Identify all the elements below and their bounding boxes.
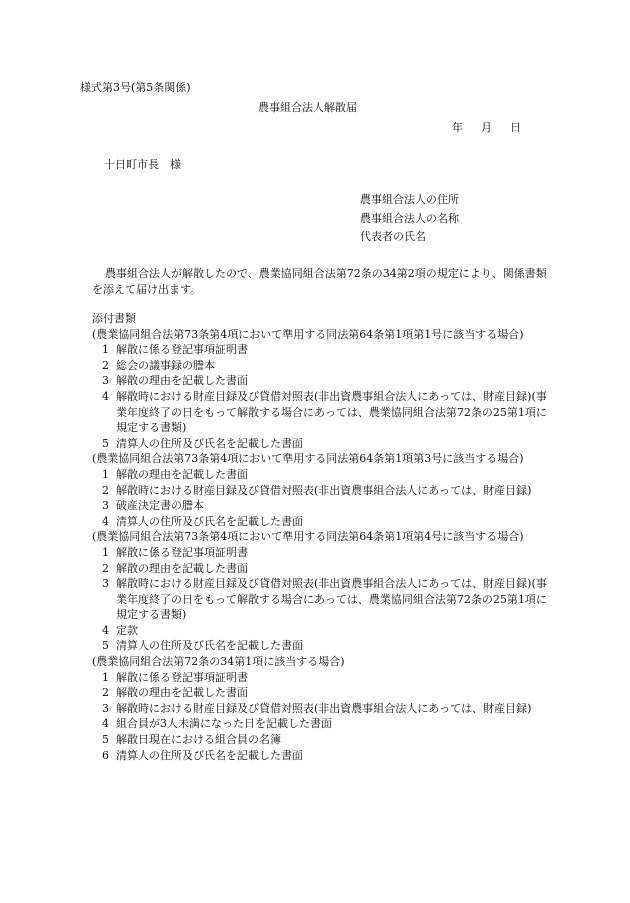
attachment-item-number: 1 [102, 545, 109, 559]
addressee: 十日町市長 様 [104, 158, 181, 171]
attachment-item [92, 701, 562, 717]
attachment-item-text: 解散に係る登記事項証明書 [116, 545, 248, 559]
attachment-item-number: 4 [102, 717, 109, 731]
attachment-item-text: 解散に係る登記事項証明書 [116, 343, 248, 357]
attachment-item [92, 373, 562, 389]
attachment-item-text: 総会の議事録の謄本 [116, 358, 215, 372]
attachment-item-text: 解散時における財産目録及び貸借対照表(非出資農事組合法人にあっては、財産目録)(事業年度終了の日をもって解散する場合にあっては、農業協同組合法第72条の25第1項に規定する書類) [116, 577, 547, 622]
attachment-item-number: 3 [102, 499, 109, 513]
attachment-item [92, 467, 562, 483]
attachment-item [92, 685, 562, 701]
body-text: 農事組合法人が解散したので、農業協同組合法第72条の34第2項の規定により、関係書類を添えて届け出ます。 [92, 267, 547, 296]
attachment-item-number: 3 [102, 577, 109, 591]
attachment-item-text: 解散時における財産目録及び貸借対照表(非出資農事組合法人にあっては、財産目録)(事業年度終了の日をもって解散する場合にあっては、農業協同組合法第72条の25第1項に規定する書類) [116, 389, 547, 435]
attachment-item-number: 5 [102, 639, 109, 653]
attachment-item-text: 解散の理由を記載した書面 [116, 467, 248, 481]
attachment-cases [92, 327, 562, 764]
date-day-label: 日 [510, 121, 521, 134]
date-month-label: 月 [481, 121, 492, 134]
attachment-item [92, 498, 562, 514]
attachment-item-text: 清算人の住所及び氏名を記載した書面 [116, 514, 303, 528]
attachment-item-number: 2 [102, 686, 109, 700]
attachment-case-condition: (農業協同組合法第72条の34第1項に該当する場合) [92, 655, 345, 669]
attachment-item-number: 3 [102, 374, 109, 388]
attachment-item-text: 解散の理由を記載した書面 [116, 374, 248, 388]
attachment-item-number: 5 [102, 436, 109, 450]
attachment-item-text: 解散日現在における組合員の名簿 [116, 733, 281, 747]
attachment-item-number: 2 [102, 483, 109, 497]
attachment-item [92, 716, 562, 732]
attachment-item [92, 342, 562, 358]
attachment-item [92, 389, 562, 436]
attachment-item [92, 483, 562, 499]
applicant-address-label: 農事組合法人の住所 [360, 193, 459, 206]
attachment-item [92, 638, 562, 654]
attachment-item [92, 748, 562, 764]
document-title: 農事組合法人解散届 [258, 101, 357, 114]
applicant-block [360, 192, 459, 248]
attachment-item [92, 623, 562, 639]
attachment-item-text: 組合員が3人未満になった日を記載した書面 [116, 717, 332, 731]
attachment-item [92, 732, 562, 748]
attachments-section [92, 311, 562, 763]
attachment-item [92, 670, 562, 686]
attachment-item-number: 4 [102, 389, 109, 403]
attachment-item-number: 2 [102, 561, 109, 575]
attachments-heading: 添付書類 [92, 312, 136, 325]
attachment-item-number: 4 [102, 514, 109, 528]
attachment-item-text: 清算人の住所及び氏名を記載した書面 [116, 436, 303, 450]
attachment-item-text: 定款 [116, 623, 138, 637]
attachment-item [92, 514, 562, 530]
attachment-case-condition: (農業協同組合法第73条第4項において準用する同法第64条第1項第1号に該当する場合) [92, 327, 524, 341]
attachment-item-text: 解散時における財産目録及び貸借対照表(非出資農事組合法人にあっては、財産目録) [116, 701, 532, 715]
attachment-item-number: 1 [102, 343, 109, 357]
attachment-item-text: 解散の理由を記載した書面 [116, 686, 248, 700]
attachment-item-text: 清算人の住所及び氏名を記載した書面 [116, 639, 303, 653]
attachment-item [92, 545, 562, 561]
date-year-label: 年 [452, 121, 463, 134]
form-number: 様式第3号(第5条関係) [80, 81, 191, 94]
attachment-case-condition: (農業協同組合法第73条第4項において準用する同法第64条第1項第3号に該当する場合) [92, 452, 524, 466]
attachment-item-text: 破産決定書の謄本 [116, 499, 204, 513]
attachment-item [92, 436, 562, 452]
attachment-item-text: 解散の理由を記載した書面 [116, 561, 248, 575]
attachment-item-text: 解散に係る登記事項証明書 [116, 670, 248, 684]
attachment-item-number: 1 [102, 670, 109, 684]
representative-name-label: 代表者の氏名 [360, 230, 426, 243]
attachment-item [92, 358, 562, 374]
applicant-name-label: 農事組合法人の名称 [360, 211, 459, 225]
attachment-item [92, 561, 562, 577]
attachment-case-condition: (農業協同組合法第73条第4項において準用する同法第64条第1項第4号に該当する場合) [92, 530, 524, 544]
attachment-item-number: 6 [102, 748, 109, 762]
attachment-item-number: 1 [102, 467, 109, 481]
attachment-item-number: 5 [102, 733, 109, 747]
attachment-item [92, 576, 562, 623]
attachment-item-text: 清算人の住所及び氏名を記載した書面 [116, 748, 303, 762]
date-line [452, 120, 539, 135]
attachment-item-text: 解散時における財産目録及び貸借対照表(非出資農事組合法人にあっては、財産目録) [116, 483, 532, 497]
attachment-item-number: 4 [102, 623, 109, 637]
attachment-item-number: 2 [102, 358, 109, 372]
attachment-item-number: 3 [102, 701, 109, 715]
